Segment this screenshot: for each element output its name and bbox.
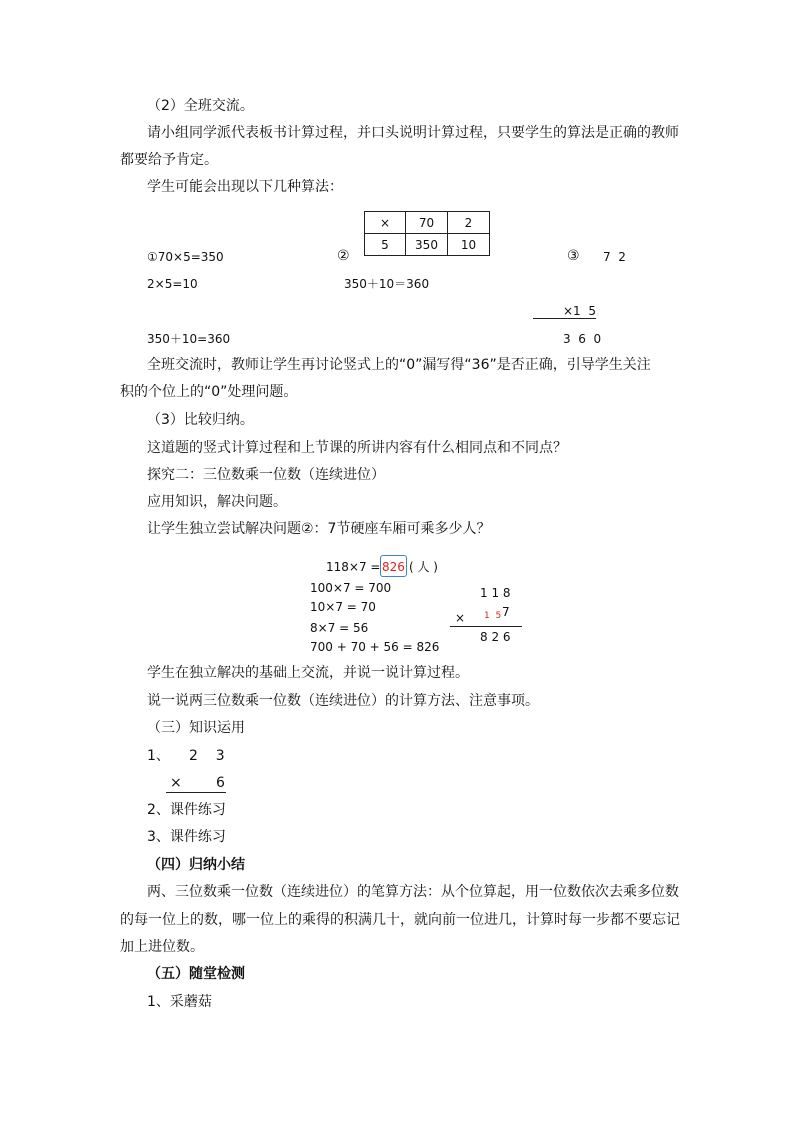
table-cell: 70 [406,212,448,234]
heading-summary: （四）归纳小结 [147,857,245,873]
method1-line1: ①70×5=350 [147,250,224,264]
problem2-vertical-top: 1 1 8 [480,586,511,600]
multiplication-grid-table [364,211,490,256]
problem2-step: 8×7 = 56 [310,621,369,635]
paragraph-line: 这道题的竖式计算过程和上节课的所讲内容有什么相同点和不同点？ [147,440,567,456]
exercise-item: 2、课件练习 [147,802,226,818]
table-cell: 2 [448,212,490,234]
problem2-divider [450,626,522,627]
table-row [365,234,490,256]
exercise1-multiplier: 6 [216,775,225,791]
paragraph-line: 学生可能会出现以下几种算法： [147,179,343,195]
paragraph-line: 说一说两三位数乘一位数（连续进位）的计算方法、注意事项。 [147,693,539,709]
problem2-unit: ( 人 ) [409,560,438,574]
table-cell: 350 [406,234,448,256]
method3-result: 3 6 0 [563,332,602,346]
exercise1-divider [166,792,226,793]
exercise1-top: 2 3 [189,748,225,764]
problem2-step: 700 + 70 + 56 = 826 [310,640,440,654]
problem2-vertical-result: 8 2 6 [480,630,511,644]
table-row [365,212,490,234]
problem2-vertical-multiplier: 7 [502,605,510,619]
heading-quiz: （五）随堂检测 [147,966,245,982]
problem2-answer: 826 [382,560,405,574]
paragraph-line: 请小组同学派代表板书计算过程，并口头说明计算过程，只要学生的算法是正确的教师 [147,125,679,141]
problem2-vertical-sign: × [455,611,466,625]
method1-line2: 2×5=10 [147,277,198,291]
problem2-equation: 118×7 = [326,560,381,574]
method3-multiplier: ×1 5 [563,304,596,318]
paragraph-line: 都要给予肯定。 [120,152,218,168]
paragraph-line: 的每一位上的数，哪一位上的乘得的积满几十，就向前一位进几，计算时每一步都不要忘记 [120,912,680,928]
table-cell: 10 [448,234,490,256]
paragraph-line: 让学生独立尝试解决问题②：7节硬座车厢可乘多少人？ [147,521,491,537]
method3-label: ③ [567,248,580,264]
heading-explore-two: 探究二：三位数乘一位数（连续进位） [147,467,385,483]
problem2-step: 10×7 = 70 [310,600,376,614]
exercise1-sign: × [170,775,182,791]
method3-top: 7 2 [603,250,626,264]
heading-knowledge-use: （三）知识运用 [147,720,245,736]
paragraph-line: 两、三位数乘一位数（连续进位）的笔算方法：从个位算起，用一位数依次去乘多位数 [147,884,679,900]
exercise1-label: 1、 [147,748,170,764]
exercise-item: 3、课件练习 [147,829,226,845]
heading-compare: （3）比较归纳。 [147,412,254,428]
problem2-step: 100×7 = 700 [310,581,392,595]
method2-label: ② [337,248,350,264]
paragraph-line: 学生在独立解决的基础上交流，并说一说计算过程。 [147,665,469,681]
table-cell: 5 [365,234,406,256]
method1-line3: 350＋10=360 [147,332,231,346]
method2-sum: 350＋10＝360 [344,277,430,291]
table-cell: × [365,212,406,234]
paragraph-line: 积的个位上的“0”处理问题。 [120,384,298,400]
paragraph-line: 加上进位数。 [120,939,204,955]
method3-divider [533,318,596,319]
quiz-item: 1、采蘑菇 [147,994,212,1010]
problem2-carry-digits: 1 5 [484,611,502,621]
heading-class-exchange: （2）全班交流。 [147,98,254,114]
paragraph-line: 应用知识，解决问题。 [147,494,287,510]
paragraph-line: 全班交流时，教师让学生再讨论竖式上的“0”漏写得“36”是否正确，引导学生关注 [147,357,651,373]
